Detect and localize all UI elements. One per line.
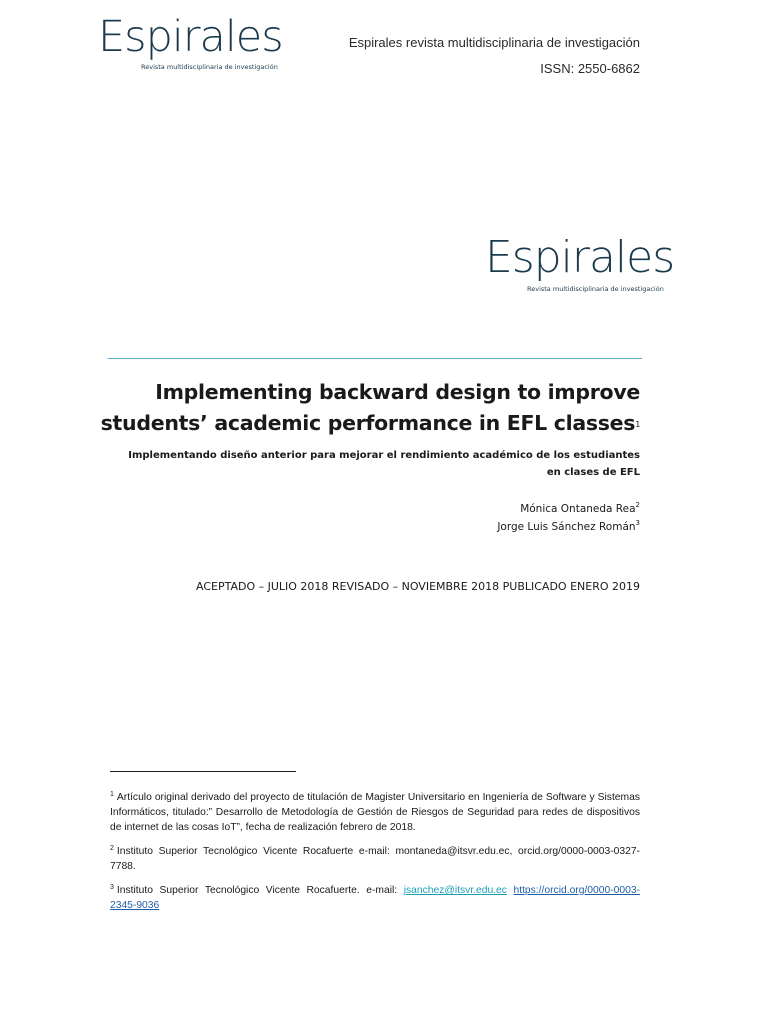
logo-wordmark: Espirales <box>485 232 675 283</box>
logo-tagline: Revista multidisciplinaria de investigación <box>527 285 664 293</box>
journal-logo-small <box>98 12 283 74</box>
author-name: Jorge Luis Sánchez Román <box>497 521 636 533</box>
footnote-mark: 1 <box>110 791 114 798</box>
footnote-separator <box>110 771 296 772</box>
footnote <box>110 841 640 874</box>
author-footnote-mark[interactable]: 3 <box>635 519 640 527</box>
footnote-text: Instituto Superior Tecnológico Vicente Rocafuerte e-mail: montaneda@itsvr.edu.ec, orcid.org/0000-0003-0327-7788. <box>110 846 640 872</box>
author-name: Mónica Ontaneda Rea <box>520 503 636 515</box>
footnote <box>110 880 640 913</box>
journal-issn: ISSN: 2550-6862 <box>540 61 640 76</box>
journal-name: Espirales revista multidisciplinaria de investigación <box>348 35 640 50</box>
orcid-link[interactable]: https://orcid.org/0000-0003-2345-9036 <box>110 885 640 911</box>
footnote-mark: 2 <box>110 845 114 852</box>
title-footnote-mark[interactable]: 1 <box>635 420 640 429</box>
logo-wordmark: Espirales <box>98 12 283 62</box>
logo-tagline: Revista multidisciplinaria de investigación <box>141 63 278 71</box>
footnote-text: Instituto Superior Tecnológico Vicente Rocafuerte. e-mail: <box>116 885 404 896</box>
article-subtitle: Implementando diseño anterior para mejorar el rendimiento académico de los estudiantes en clases de EFL <box>128 450 640 478</box>
author <box>520 501 640 515</box>
article-title-text: Implementing backward design to improve students’ academic performance in EFL classes <box>100 380 640 435</box>
author-footnote-mark[interactable]: 2 <box>635 501 640 509</box>
author <box>497 519 640 533</box>
article-title <box>80 377 640 440</box>
publication-dates: ACEPTADO – JULIO 2018 REVISADO – NOVIEMBRE 2018 PUBLICADO ENERO 2019 <box>195 580 640 593</box>
journal-logo-large <box>485 232 675 296</box>
title-divider <box>108 358 642 359</box>
footnote-mark: 3 <box>110 884 114 891</box>
email-link[interactable]: jsanchez@itsvr.edu.ec <box>403 885 507 896</box>
footnote <box>110 787 640 835</box>
footnote-text: Artículo original derivado del proyecto de titulación de Magister Universitario en Ingeniería de Software y Sistemas Informáticos, titulado:” Desarrollo de Metodología de Gestión de Riesgos de Seguridad para redes de dispositivos de internet de las cosas IoT”, fecha de realización febrero de 2018. <box>110 792 640 833</box>
